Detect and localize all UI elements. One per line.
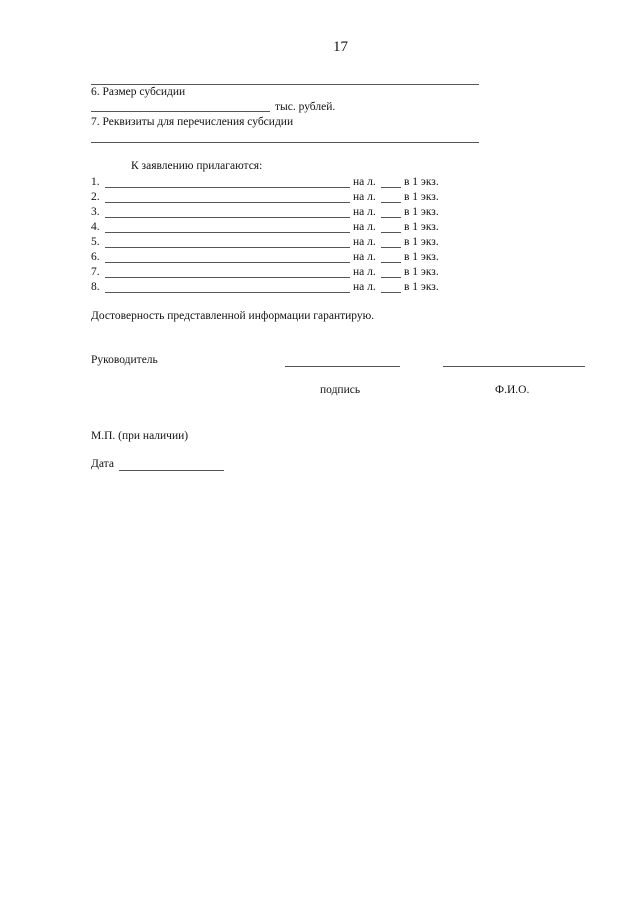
attachment-number: 1.	[91, 176, 100, 188]
attachment-row	[91, 236, 451, 249]
attachment-number: 5.	[91, 236, 100, 248]
attachment-copies-label: в 1 экз.	[404, 221, 439, 233]
stamp-label: М.П. (при наличии)	[91, 430, 189, 442]
attachment-row	[91, 221, 451, 234]
attachment-name-line[interactable]	[105, 262, 350, 263]
attachment-row	[91, 251, 451, 264]
attachment-name-line[interactable]	[105, 187, 350, 188]
item6-label: 6. Размер субсидии	[91, 86, 186, 98]
attachment-sheets-label: на л.	[353, 191, 376, 203]
attachment-copies-label: в 1 экз.	[404, 251, 439, 263]
attachment-number: 4.	[91, 221, 100, 233]
attachment-row	[91, 206, 451, 219]
attachment-copies-label: в 1 экз.	[404, 266, 439, 278]
attachment-name-line[interactable]	[105, 217, 350, 218]
attachment-number: 7.	[91, 266, 100, 278]
attachment-copies-label: в 1 экз.	[404, 206, 439, 218]
attachment-sheets-label: на л.	[353, 176, 376, 188]
attachments-heading: К заявлению прилагаются:	[131, 160, 263, 172]
attachment-name-line[interactable]	[105, 277, 350, 278]
guarantee-text: Достоверность представленной информации гарантирую.	[91, 310, 375, 322]
date-label: Дата	[91, 458, 114, 470]
attachment-name-line[interactable]	[105, 292, 350, 293]
attachment-row	[91, 266, 451, 279]
attachment-row	[91, 176, 451, 189]
attachment-sheets-label: на л.	[353, 281, 376, 293]
attachment-name-line[interactable]	[105, 232, 350, 233]
attachment-sheets-line[interactable]	[381, 247, 401, 248]
attachment-row	[91, 281, 451, 294]
top-fill-line[interactable]	[91, 84, 479, 85]
attachment-sheets-label: на л.	[353, 236, 376, 248]
attachment-sheets-line[interactable]	[381, 232, 401, 233]
attachment-number: 8.	[91, 281, 100, 293]
date-line[interactable]	[119, 470, 224, 471]
attachment-sheets-line[interactable]	[381, 187, 401, 188]
attachment-number: 6.	[91, 251, 100, 263]
attachment-copies-label: в 1 экз.	[404, 191, 439, 203]
subsidy-unit: тыс. рублей.	[275, 101, 336, 113]
attachment-sheets-line[interactable]	[381, 262, 401, 263]
page-number: 17	[333, 39, 348, 55]
subsidy-amount-line[interactable]	[91, 111, 270, 112]
attachment-sheets-line[interactable]	[381, 277, 401, 278]
signature-line[interactable]	[285, 366, 400, 367]
item7-label: 7. Реквизиты для перечисления субсидии	[91, 116, 294, 128]
signature-caption: подпись	[320, 384, 361, 396]
attachment-copies-label: в 1 экз.	[404, 236, 439, 248]
head-label: Руководитель	[91, 354, 158, 366]
attachment-number: 3.	[91, 206, 100, 218]
attachment-sheets-line[interactable]	[381, 202, 401, 203]
attachment-sheets-line[interactable]	[381, 292, 401, 293]
attachment-copies-label: в 1 экз.	[404, 281, 439, 293]
name-caption: Ф.И.О.	[495, 384, 530, 396]
attachment-sheets-label: на л.	[353, 266, 376, 278]
attachment-copies-label: в 1 экз.	[404, 176, 439, 188]
attachment-row	[91, 191, 451, 204]
name-line[interactable]	[443, 366, 585, 367]
bank-details-line[interactable]	[91, 142, 479, 143]
attachment-sheets-label: на л.	[353, 221, 376, 233]
attachment-sheets-line[interactable]	[381, 217, 401, 218]
attachment-number: 2.	[91, 191, 100, 203]
attachment-name-line[interactable]	[105, 247, 350, 248]
attachment-sheets-label: на л.	[353, 206, 376, 218]
attachment-name-line[interactable]	[105, 202, 350, 203]
attachment-sheets-label: на л.	[353, 251, 376, 263]
